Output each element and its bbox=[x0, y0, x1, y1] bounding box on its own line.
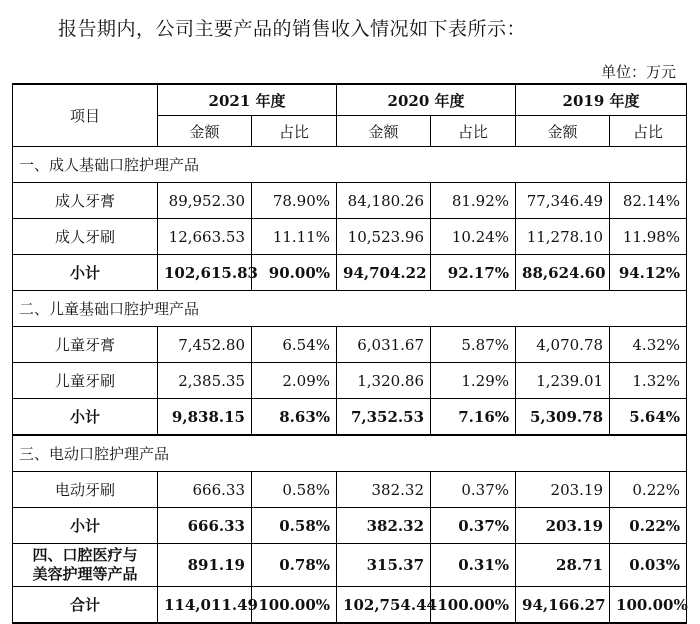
cell-ratio: 0.58% bbox=[252, 472, 337, 508]
row-label: 合计 bbox=[13, 587, 158, 624]
row-label-two-line bbox=[13, 544, 158, 587]
table-row bbox=[13, 183, 687, 219]
header-amount: 金额 bbox=[158, 116, 252, 147]
row-label: 小计 bbox=[13, 399, 158, 436]
cell-ratio: 1.32% bbox=[610, 363, 687, 399]
cell-ratio: 5.64% bbox=[610, 399, 687, 436]
cell-ratio: 0.22% bbox=[610, 508, 687, 544]
cell-ratio: 0.22% bbox=[610, 472, 687, 508]
cell-amount: 2,385.35 bbox=[158, 363, 252, 399]
cell-ratio: 0.37% bbox=[431, 508, 516, 544]
row-label-line1: 四、口腔医疗与 bbox=[32, 546, 138, 564]
row-label-line2: 美容护理等产品 bbox=[32, 565, 138, 583]
cell-amount: 6,031.67 bbox=[337, 327, 431, 363]
cell-ratio: 82.14% bbox=[610, 183, 687, 219]
cell-amount: 315.37 bbox=[337, 544, 431, 587]
cell-ratio: 0.78% bbox=[252, 544, 337, 587]
row-label: 电动牙刷 bbox=[13, 472, 158, 508]
cell-ratio: 100.00% bbox=[252, 587, 337, 624]
cell-amount: 77,346.49 bbox=[516, 183, 610, 219]
section-row-child bbox=[13, 291, 687, 327]
cell-ratio: 6.54% bbox=[252, 327, 337, 363]
cell-amount: 1,320.86 bbox=[337, 363, 431, 399]
unit-label: 单位：万元 bbox=[600, 63, 676, 81]
cell-amount: 114,011.49 bbox=[158, 587, 252, 624]
cell-ratio: 0.31% bbox=[431, 544, 516, 587]
cell-ratio: 81.92% bbox=[431, 183, 516, 219]
cell-ratio: 1.29% bbox=[431, 363, 516, 399]
header-row-years bbox=[13, 84, 687, 116]
cell-amount: 88,624.60 bbox=[516, 255, 610, 291]
cell-ratio: 78.90% bbox=[252, 183, 337, 219]
medical-row bbox=[13, 544, 687, 587]
cell-amount: 203.19 bbox=[516, 472, 610, 508]
cell-amount: 382.32 bbox=[337, 472, 431, 508]
cell-amount: 94,166.27 bbox=[516, 587, 610, 624]
intro-text: 报告期内，公司主要产品的销售收入情况如下表所示： bbox=[58, 18, 527, 40]
cell-amount: 12,663.53 bbox=[158, 219, 252, 255]
header-ratio: 占比 bbox=[252, 116, 337, 147]
subtotal-row bbox=[13, 508, 687, 544]
cell-amount: 666.33 bbox=[158, 472, 252, 508]
cell-ratio: 0.03% bbox=[610, 544, 687, 587]
cell-ratio: 11.11% bbox=[252, 219, 337, 255]
cell-ratio: 100.00% bbox=[431, 587, 516, 624]
row-label: 儿童牙膏 bbox=[13, 327, 158, 363]
cell-ratio: 10.24% bbox=[431, 219, 516, 255]
cell-amount: 203.19 bbox=[516, 508, 610, 544]
subtotal-row bbox=[13, 255, 687, 291]
section-title: 一、成人基础口腔护理产品 bbox=[13, 147, 687, 183]
sales-revenue-table bbox=[12, 83, 687, 624]
subtotal-row bbox=[13, 399, 687, 436]
cell-ratio: 100.00% bbox=[610, 587, 687, 624]
section-title: 二、儿童基础口腔护理产品 bbox=[13, 291, 687, 327]
header-year-2020: 2020 年度 bbox=[337, 84, 516, 116]
header-ratio: 占比 bbox=[610, 116, 687, 147]
header-amount: 金额 bbox=[516, 116, 610, 147]
cell-amount: 89,952.30 bbox=[158, 183, 252, 219]
table-row bbox=[13, 472, 687, 508]
cell-amount: 382.32 bbox=[337, 508, 431, 544]
cell-amount: 94,704.22 bbox=[337, 255, 431, 291]
header-item: 项目 bbox=[13, 84, 158, 147]
cell-ratio: 8.63% bbox=[252, 399, 337, 436]
total-row bbox=[13, 587, 687, 624]
cell-amount: 1,239.01 bbox=[516, 363, 610, 399]
section-title: 三、电动口腔护理产品 bbox=[13, 435, 687, 472]
table-row bbox=[13, 363, 687, 399]
cell-ratio: 90.00% bbox=[252, 255, 337, 291]
cell-ratio: 92.17% bbox=[431, 255, 516, 291]
row-label: 小计 bbox=[13, 255, 158, 291]
cell-ratio: 7.16% bbox=[431, 399, 516, 436]
header-year-2021: 2021 年度 bbox=[158, 84, 337, 116]
header-year-2019: 2019 年度 bbox=[516, 84, 687, 116]
cell-ratio: 11.98% bbox=[610, 219, 687, 255]
cell-ratio: 94.12% bbox=[610, 255, 687, 291]
row-label: 儿童牙刷 bbox=[13, 363, 158, 399]
row-label: 成人牙膏 bbox=[13, 183, 158, 219]
cell-amount: 102,754.44 bbox=[337, 587, 431, 624]
row-label: 成人牙刷 bbox=[13, 219, 158, 255]
section-row-electric bbox=[13, 435, 687, 472]
cell-amount: 666.33 bbox=[158, 508, 252, 544]
row-label: 小计 bbox=[13, 508, 158, 544]
cell-amount: 10,523.96 bbox=[337, 219, 431, 255]
cell-amount: 7,452.80 bbox=[158, 327, 252, 363]
cell-ratio: 4.32% bbox=[610, 327, 687, 363]
header-amount: 金额 bbox=[337, 116, 431, 147]
cell-amount: 28.71 bbox=[516, 544, 610, 587]
cell-ratio: 0.58% bbox=[252, 508, 337, 544]
cell-amount: 11,278.10 bbox=[516, 219, 610, 255]
cell-amount: 5,309.78 bbox=[516, 399, 610, 436]
cell-ratio: 5.87% bbox=[431, 327, 516, 363]
header-ratio: 占比 bbox=[431, 116, 516, 147]
cell-ratio: 2.09% bbox=[252, 363, 337, 399]
cell-ratio: 0.37% bbox=[431, 472, 516, 508]
cell-amount: 4,070.78 bbox=[516, 327, 610, 363]
section-row-adult bbox=[13, 147, 687, 183]
cell-amount: 102,615.83 bbox=[158, 255, 252, 291]
cell-amount: 7,352.53 bbox=[337, 399, 431, 436]
table-row bbox=[13, 327, 687, 363]
cell-amount: 891.19 bbox=[158, 544, 252, 587]
table-row bbox=[13, 219, 687, 255]
cell-amount: 84,180.26 bbox=[337, 183, 431, 219]
cell-amount: 9,838.15 bbox=[158, 399, 252, 436]
